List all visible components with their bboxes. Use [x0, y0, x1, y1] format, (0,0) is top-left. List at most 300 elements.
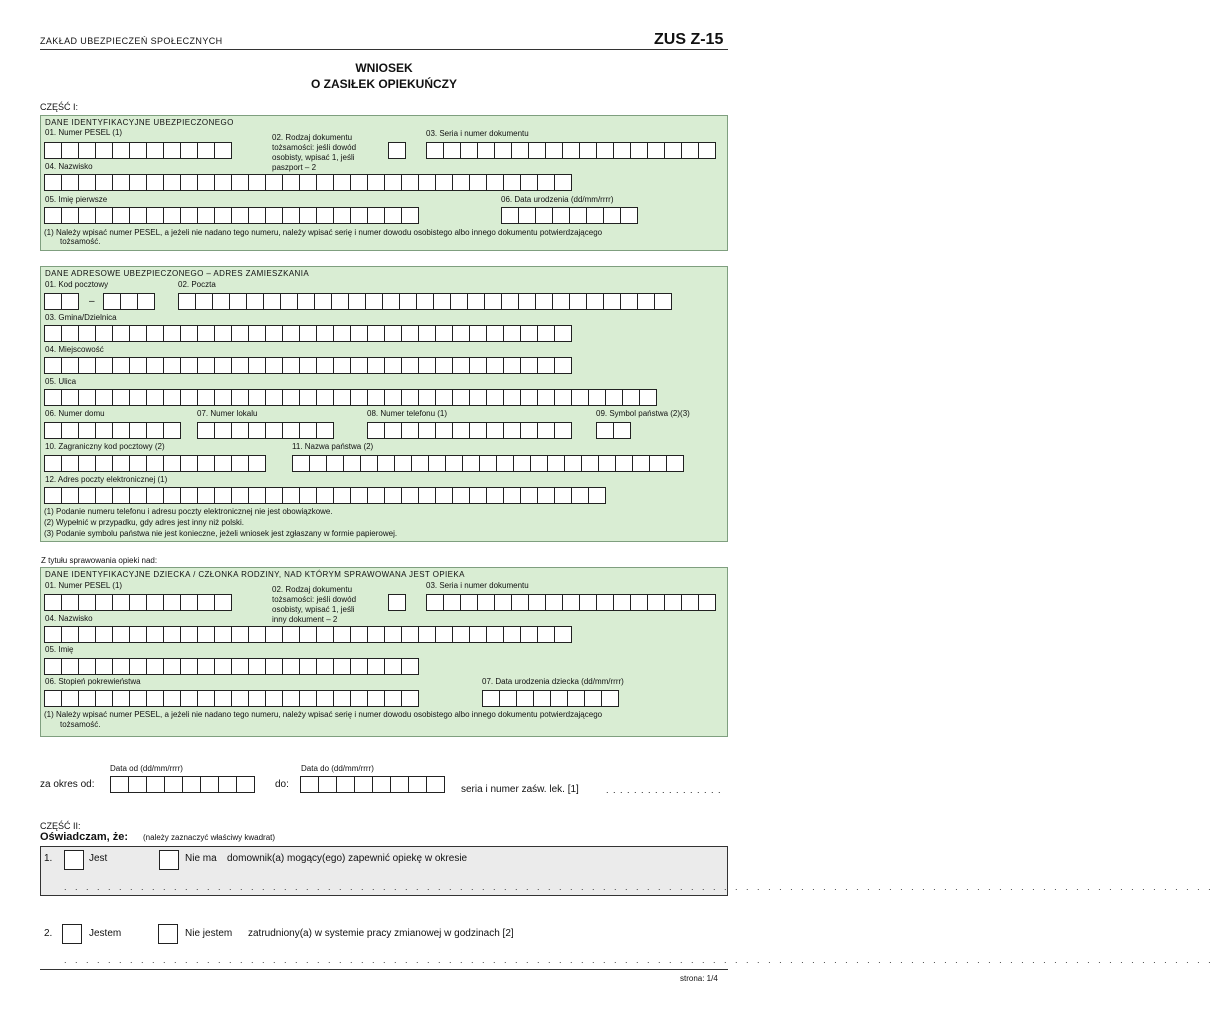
char-box[interactable] — [146, 422, 164, 439]
char-box[interactable] — [537, 422, 555, 439]
surname-input[interactable] — [44, 174, 572, 191]
char-box[interactable] — [418, 174, 436, 191]
char-box[interactable] — [418, 626, 436, 643]
char-box[interactable] — [231, 389, 249, 406]
char-box[interactable] — [333, 658, 351, 675]
char-box[interactable] — [586, 207, 604, 224]
char-box[interactable] — [550, 690, 568, 707]
char-box[interactable] — [95, 207, 113, 224]
char-box[interactable] — [112, 142, 130, 159]
char-box[interactable] — [399, 293, 417, 310]
char-box[interactable] — [567, 690, 585, 707]
char-box[interactable] — [537, 325, 555, 342]
char-box[interactable] — [146, 690, 164, 707]
char-box[interactable] — [469, 325, 487, 342]
char-box[interactable] — [384, 207, 402, 224]
char-box[interactable] — [197, 455, 215, 472]
char-box[interactable] — [280, 293, 298, 310]
char-box[interactable] — [180, 658, 198, 675]
char-box[interactable] — [282, 325, 300, 342]
char-box[interactable] — [401, 487, 419, 504]
char-box[interactable] — [554, 389, 572, 406]
char-box[interactable] — [450, 293, 468, 310]
char-box[interactable] — [197, 325, 215, 342]
char-box[interactable] — [394, 455, 412, 472]
char-box[interactable] — [146, 626, 164, 643]
char-box[interactable] — [501, 207, 519, 224]
char-box[interactable] — [384, 658, 402, 675]
char-box[interactable] — [639, 389, 657, 406]
char-box[interactable] — [128, 776, 147, 793]
char-box[interactable] — [95, 455, 113, 472]
char-box[interactable] — [182, 776, 201, 793]
char-box[interactable] — [44, 207, 62, 224]
char-box[interactable] — [44, 422, 62, 439]
char-box[interactable] — [236, 776, 255, 793]
char-box[interactable] — [214, 626, 232, 643]
char-box[interactable] — [231, 658, 249, 675]
char-box[interactable] — [647, 142, 665, 159]
char-box[interactable] — [537, 174, 555, 191]
char-box[interactable] — [331, 293, 349, 310]
char-box[interactable] — [518, 207, 536, 224]
char-box[interactable] — [418, 389, 436, 406]
char-box[interactable] — [78, 325, 96, 342]
char-box[interactable] — [530, 455, 548, 472]
char-box[interactable] — [218, 776, 237, 793]
char-box[interactable] — [613, 142, 631, 159]
char-box[interactable] — [299, 325, 317, 342]
char-box[interactable] — [401, 207, 419, 224]
char-box[interactable] — [137, 293, 155, 310]
char-box[interactable] — [146, 207, 164, 224]
char-box[interactable] — [384, 325, 402, 342]
char-box[interactable] — [212, 293, 230, 310]
char-box[interactable] — [44, 174, 62, 191]
char-box[interactable] — [469, 422, 487, 439]
char-box[interactable] — [520, 174, 538, 191]
char-box[interactable] — [231, 422, 249, 439]
char-box[interactable] — [452, 487, 470, 504]
child-surname-input[interactable] — [44, 626, 572, 643]
char-box[interactable] — [503, 389, 521, 406]
commune-input[interactable] — [44, 325, 572, 342]
char-box[interactable] — [350, 357, 368, 374]
char-box[interactable] — [129, 626, 147, 643]
char-box[interactable] — [231, 357, 249, 374]
char-box[interactable] — [620, 207, 638, 224]
char-box[interactable] — [535, 207, 553, 224]
char-box[interactable] — [246, 293, 264, 310]
char-box[interactable] — [452, 325, 470, 342]
char-box[interactable] — [384, 626, 402, 643]
char-box[interactable] — [569, 207, 587, 224]
char-box[interactable] — [503, 325, 521, 342]
char-box[interactable] — [197, 658, 215, 675]
char-box[interactable] — [316, 626, 334, 643]
char-box[interactable] — [231, 455, 249, 472]
checkbox-is-household-member[interactable] — [64, 850, 84, 870]
char-box[interactable] — [248, 455, 266, 472]
char-box[interactable] — [367, 389, 385, 406]
char-box[interactable] — [520, 357, 538, 374]
char-box[interactable] — [146, 658, 164, 675]
char-box[interactable] — [698, 142, 716, 159]
char-box[interactable] — [120, 293, 138, 310]
char-box[interactable] — [248, 325, 266, 342]
char-box[interactable] — [197, 690, 215, 707]
char-box[interactable] — [360, 455, 378, 472]
char-box[interactable] — [622, 389, 640, 406]
char-box[interactable] — [520, 487, 538, 504]
char-box[interactable] — [265, 207, 283, 224]
char-box[interactable] — [103, 293, 121, 310]
char-box[interactable] — [248, 690, 266, 707]
char-box[interactable] — [388, 594, 406, 611]
char-box[interactable] — [163, 594, 181, 611]
char-box[interactable] — [596, 142, 614, 159]
char-box[interactable] — [482, 690, 500, 707]
char-box[interactable] — [214, 142, 232, 159]
char-box[interactable] — [401, 658, 419, 675]
char-box[interactable] — [552, 207, 570, 224]
char-box[interactable] — [443, 594, 461, 611]
char-box[interactable] — [95, 422, 113, 439]
char-box[interactable] — [435, 174, 453, 191]
char-box[interactable] — [129, 142, 147, 159]
char-box[interactable] — [129, 389, 147, 406]
char-box[interactable] — [231, 487, 249, 504]
char-box[interactable] — [503, 174, 521, 191]
char-box[interactable] — [263, 293, 281, 310]
char-box[interactable] — [248, 422, 266, 439]
char-box[interactable] — [350, 207, 368, 224]
foreign-postal-input[interactable] — [44, 455, 266, 472]
char-box[interactable] — [146, 142, 164, 159]
char-box[interactable] — [554, 174, 572, 191]
char-box[interactable] — [95, 357, 113, 374]
char-box[interactable] — [477, 142, 495, 159]
char-box[interactable] — [299, 487, 317, 504]
char-box[interactable] — [163, 142, 181, 159]
char-box[interactable] — [299, 422, 317, 439]
char-box[interactable] — [584, 690, 602, 707]
char-box[interactable] — [44, 357, 62, 374]
phone-input[interactable] — [367, 422, 572, 439]
char-box[interactable] — [95, 487, 113, 504]
char-box[interactable] — [547, 455, 565, 472]
char-box[interactable] — [61, 389, 79, 406]
char-box[interactable] — [316, 174, 334, 191]
char-box[interactable] — [248, 207, 266, 224]
char-box[interactable] — [231, 626, 249, 643]
char-box[interactable] — [698, 594, 716, 611]
char-box[interactable] — [494, 142, 512, 159]
char-box[interactable] — [44, 325, 62, 342]
doc-number-input[interactable] — [426, 142, 716, 159]
char-box[interactable] — [61, 207, 79, 224]
char-box[interactable] — [248, 174, 266, 191]
char-box[interactable] — [518, 293, 536, 310]
char-box[interactable] — [163, 690, 181, 707]
char-box[interactable] — [494, 594, 512, 611]
char-box[interactable] — [282, 389, 300, 406]
char-box[interactable] — [367, 690, 385, 707]
char-box[interactable] — [129, 487, 147, 504]
char-box[interactable] — [61, 594, 79, 611]
char-box[interactable] — [112, 357, 130, 374]
char-box[interactable] — [654, 293, 672, 310]
char-box[interactable] — [418, 357, 436, 374]
char-box[interactable] — [265, 357, 283, 374]
char-box[interactable] — [354, 776, 373, 793]
child-first-name-input[interactable] — [44, 658, 419, 675]
char-box[interactable] — [314, 293, 332, 310]
char-box[interactable] — [503, 357, 521, 374]
char-box[interactable] — [129, 207, 147, 224]
char-box[interactable] — [388, 142, 406, 159]
checkbox-no-household-member[interactable] — [159, 850, 179, 870]
char-box[interactable] — [78, 626, 96, 643]
char-box[interactable] — [390, 776, 409, 793]
char-box[interactable] — [163, 422, 181, 439]
char-box[interactable] — [333, 174, 351, 191]
char-box[interactable] — [164, 776, 183, 793]
char-box[interactable] — [479, 455, 497, 472]
char-box[interactable] — [569, 293, 587, 310]
char-box[interactable] — [78, 422, 96, 439]
char-box[interactable] — [248, 357, 266, 374]
char-box[interactable] — [197, 207, 215, 224]
char-box[interactable] — [615, 455, 633, 472]
char-box[interactable] — [299, 357, 317, 374]
char-box[interactable] — [316, 690, 334, 707]
char-box[interactable] — [533, 690, 551, 707]
char-box[interactable] — [265, 422, 283, 439]
char-box[interactable] — [486, 325, 504, 342]
char-box[interactable] — [435, 487, 453, 504]
char-box[interactable] — [350, 174, 368, 191]
char-box[interactable] — [596, 594, 614, 611]
char-box[interactable] — [460, 142, 478, 159]
char-box[interactable] — [78, 142, 96, 159]
char-box[interactable] — [112, 389, 130, 406]
country-name-input[interactable] — [292, 455, 684, 472]
char-box[interactable] — [61, 455, 79, 472]
char-box[interactable] — [486, 626, 504, 643]
char-box[interactable] — [265, 389, 283, 406]
birth-date-input[interactable] — [501, 207, 638, 224]
char-box[interactable] — [95, 690, 113, 707]
char-box[interactable] — [129, 594, 147, 611]
email-input[interactable] — [44, 487, 606, 504]
char-box[interactable] — [61, 658, 79, 675]
char-box[interactable] — [333, 325, 351, 342]
char-box[interactable] — [367, 325, 385, 342]
char-box[interactable] — [146, 389, 164, 406]
char-box[interactable] — [384, 487, 402, 504]
char-box[interactable] — [44, 690, 62, 707]
char-box[interactable] — [333, 626, 351, 643]
char-box[interactable] — [44, 594, 62, 611]
char-box[interactable] — [163, 174, 181, 191]
char-box[interactable] — [163, 487, 181, 504]
char-box[interactable] — [452, 174, 470, 191]
char-box[interactable] — [282, 357, 300, 374]
char-box[interactable] — [537, 389, 555, 406]
char-box[interactable] — [486, 174, 504, 191]
char-box[interactable] — [292, 455, 310, 472]
char-box[interactable] — [477, 594, 495, 611]
char-box[interactable] — [214, 658, 232, 675]
char-box[interactable] — [214, 325, 232, 342]
char-box[interactable] — [180, 174, 198, 191]
char-box[interactable] — [316, 422, 334, 439]
char-box[interactable] — [197, 594, 215, 611]
char-box[interactable] — [681, 594, 699, 611]
doc-type-input[interactable] — [388, 142, 406, 159]
char-box[interactable] — [632, 455, 650, 472]
char-box[interactable] — [197, 422, 215, 439]
char-box[interactable] — [129, 357, 147, 374]
char-box[interactable] — [214, 422, 232, 439]
char-box[interactable] — [367, 487, 385, 504]
char-box[interactable] — [112, 594, 130, 611]
char-box[interactable] — [664, 594, 682, 611]
char-box[interactable] — [180, 594, 198, 611]
child-doc-type-input[interactable] — [388, 594, 406, 611]
char-box[interactable] — [265, 658, 283, 675]
checkbox-am-employed[interactable] — [62, 924, 82, 944]
char-box[interactable] — [545, 142, 563, 159]
char-box[interactable] — [401, 389, 419, 406]
char-box[interactable] — [180, 357, 198, 374]
char-box[interactable] — [248, 658, 266, 675]
char-box[interactable] — [367, 626, 385, 643]
char-box[interactable] — [61, 487, 79, 504]
char-box[interactable] — [520, 626, 538, 643]
char-box[interactable] — [299, 690, 317, 707]
char-box[interactable] — [180, 207, 198, 224]
char-box[interactable] — [452, 357, 470, 374]
char-box[interactable] — [214, 594, 232, 611]
char-box[interactable] — [350, 487, 368, 504]
child-birth-date-input[interactable] — [482, 690, 619, 707]
char-box[interactable] — [401, 422, 419, 439]
locality-input[interactable] — [44, 357, 572, 374]
char-box[interactable] — [78, 389, 96, 406]
char-box[interactable] — [78, 455, 96, 472]
char-box[interactable] — [110, 776, 129, 793]
char-box[interactable] — [61, 142, 79, 159]
char-box[interactable] — [552, 293, 570, 310]
char-box[interactable] — [384, 690, 402, 707]
char-box[interactable] — [316, 658, 334, 675]
char-box[interactable] — [163, 389, 181, 406]
char-box[interactable] — [528, 594, 546, 611]
char-box[interactable] — [469, 626, 487, 643]
char-box[interactable] — [163, 325, 181, 342]
char-box[interactable] — [282, 690, 300, 707]
char-box[interactable] — [61, 293, 79, 310]
char-box[interactable] — [146, 594, 164, 611]
char-box[interactable] — [316, 389, 334, 406]
char-box[interactable] — [333, 207, 351, 224]
char-box[interactable] — [78, 594, 96, 611]
char-box[interactable] — [401, 174, 419, 191]
char-box[interactable] — [214, 207, 232, 224]
char-box[interactable] — [418, 487, 436, 504]
char-box[interactable] — [571, 389, 589, 406]
char-box[interactable] — [562, 594, 580, 611]
char-box[interactable] — [214, 455, 232, 472]
char-box[interactable] — [78, 207, 96, 224]
char-box[interactable] — [588, 389, 606, 406]
char-box[interactable] — [603, 293, 621, 310]
char-box[interactable] — [61, 690, 79, 707]
char-box[interactable] — [44, 487, 62, 504]
char-box[interactable] — [649, 455, 667, 472]
char-box[interactable] — [418, 325, 436, 342]
char-box[interactable] — [297, 293, 315, 310]
char-box[interactable] — [95, 142, 113, 159]
char-box[interactable] — [384, 422, 402, 439]
char-box[interactable] — [503, 487, 521, 504]
char-box[interactable] — [112, 325, 130, 342]
char-box[interactable] — [146, 325, 164, 342]
char-box[interactable] — [520, 422, 538, 439]
char-box[interactable] — [129, 455, 147, 472]
char-box[interactable] — [537, 487, 555, 504]
char-box[interactable] — [433, 293, 451, 310]
char-box[interactable] — [78, 690, 96, 707]
char-box[interactable] — [78, 357, 96, 374]
char-box[interactable] — [248, 487, 266, 504]
char-box[interactable] — [435, 357, 453, 374]
char-box[interactable] — [452, 422, 470, 439]
char-box[interactable] — [265, 174, 283, 191]
char-box[interactable] — [499, 690, 517, 707]
char-box[interactable] — [564, 455, 582, 472]
char-box[interactable] — [61, 422, 79, 439]
char-box[interactable] — [401, 325, 419, 342]
char-box[interactable] — [163, 357, 181, 374]
char-box[interactable] — [214, 357, 232, 374]
char-box[interactable] — [503, 422, 521, 439]
char-box[interactable] — [411, 455, 429, 472]
char-box[interactable] — [318, 776, 337, 793]
char-box[interactable] — [282, 626, 300, 643]
char-box[interactable] — [613, 594, 631, 611]
char-box[interactable] — [309, 455, 327, 472]
char-box[interactable] — [178, 293, 196, 310]
char-box[interactable] — [326, 455, 344, 472]
char-box[interactable] — [180, 142, 198, 159]
char-box[interactable] — [112, 207, 130, 224]
char-box[interactable] — [586, 293, 604, 310]
char-box[interactable] — [367, 357, 385, 374]
char-box[interactable] — [129, 422, 147, 439]
char-box[interactable] — [214, 487, 232, 504]
char-box[interactable] — [163, 658, 181, 675]
char-box[interactable] — [365, 293, 383, 310]
char-box[interactable] — [231, 207, 249, 224]
char-box[interactable] — [350, 658, 368, 675]
char-box[interactable] — [146, 776, 165, 793]
char-box[interactable] — [384, 174, 402, 191]
char-box[interactable] — [469, 174, 487, 191]
char-box[interactable] — [299, 658, 317, 675]
